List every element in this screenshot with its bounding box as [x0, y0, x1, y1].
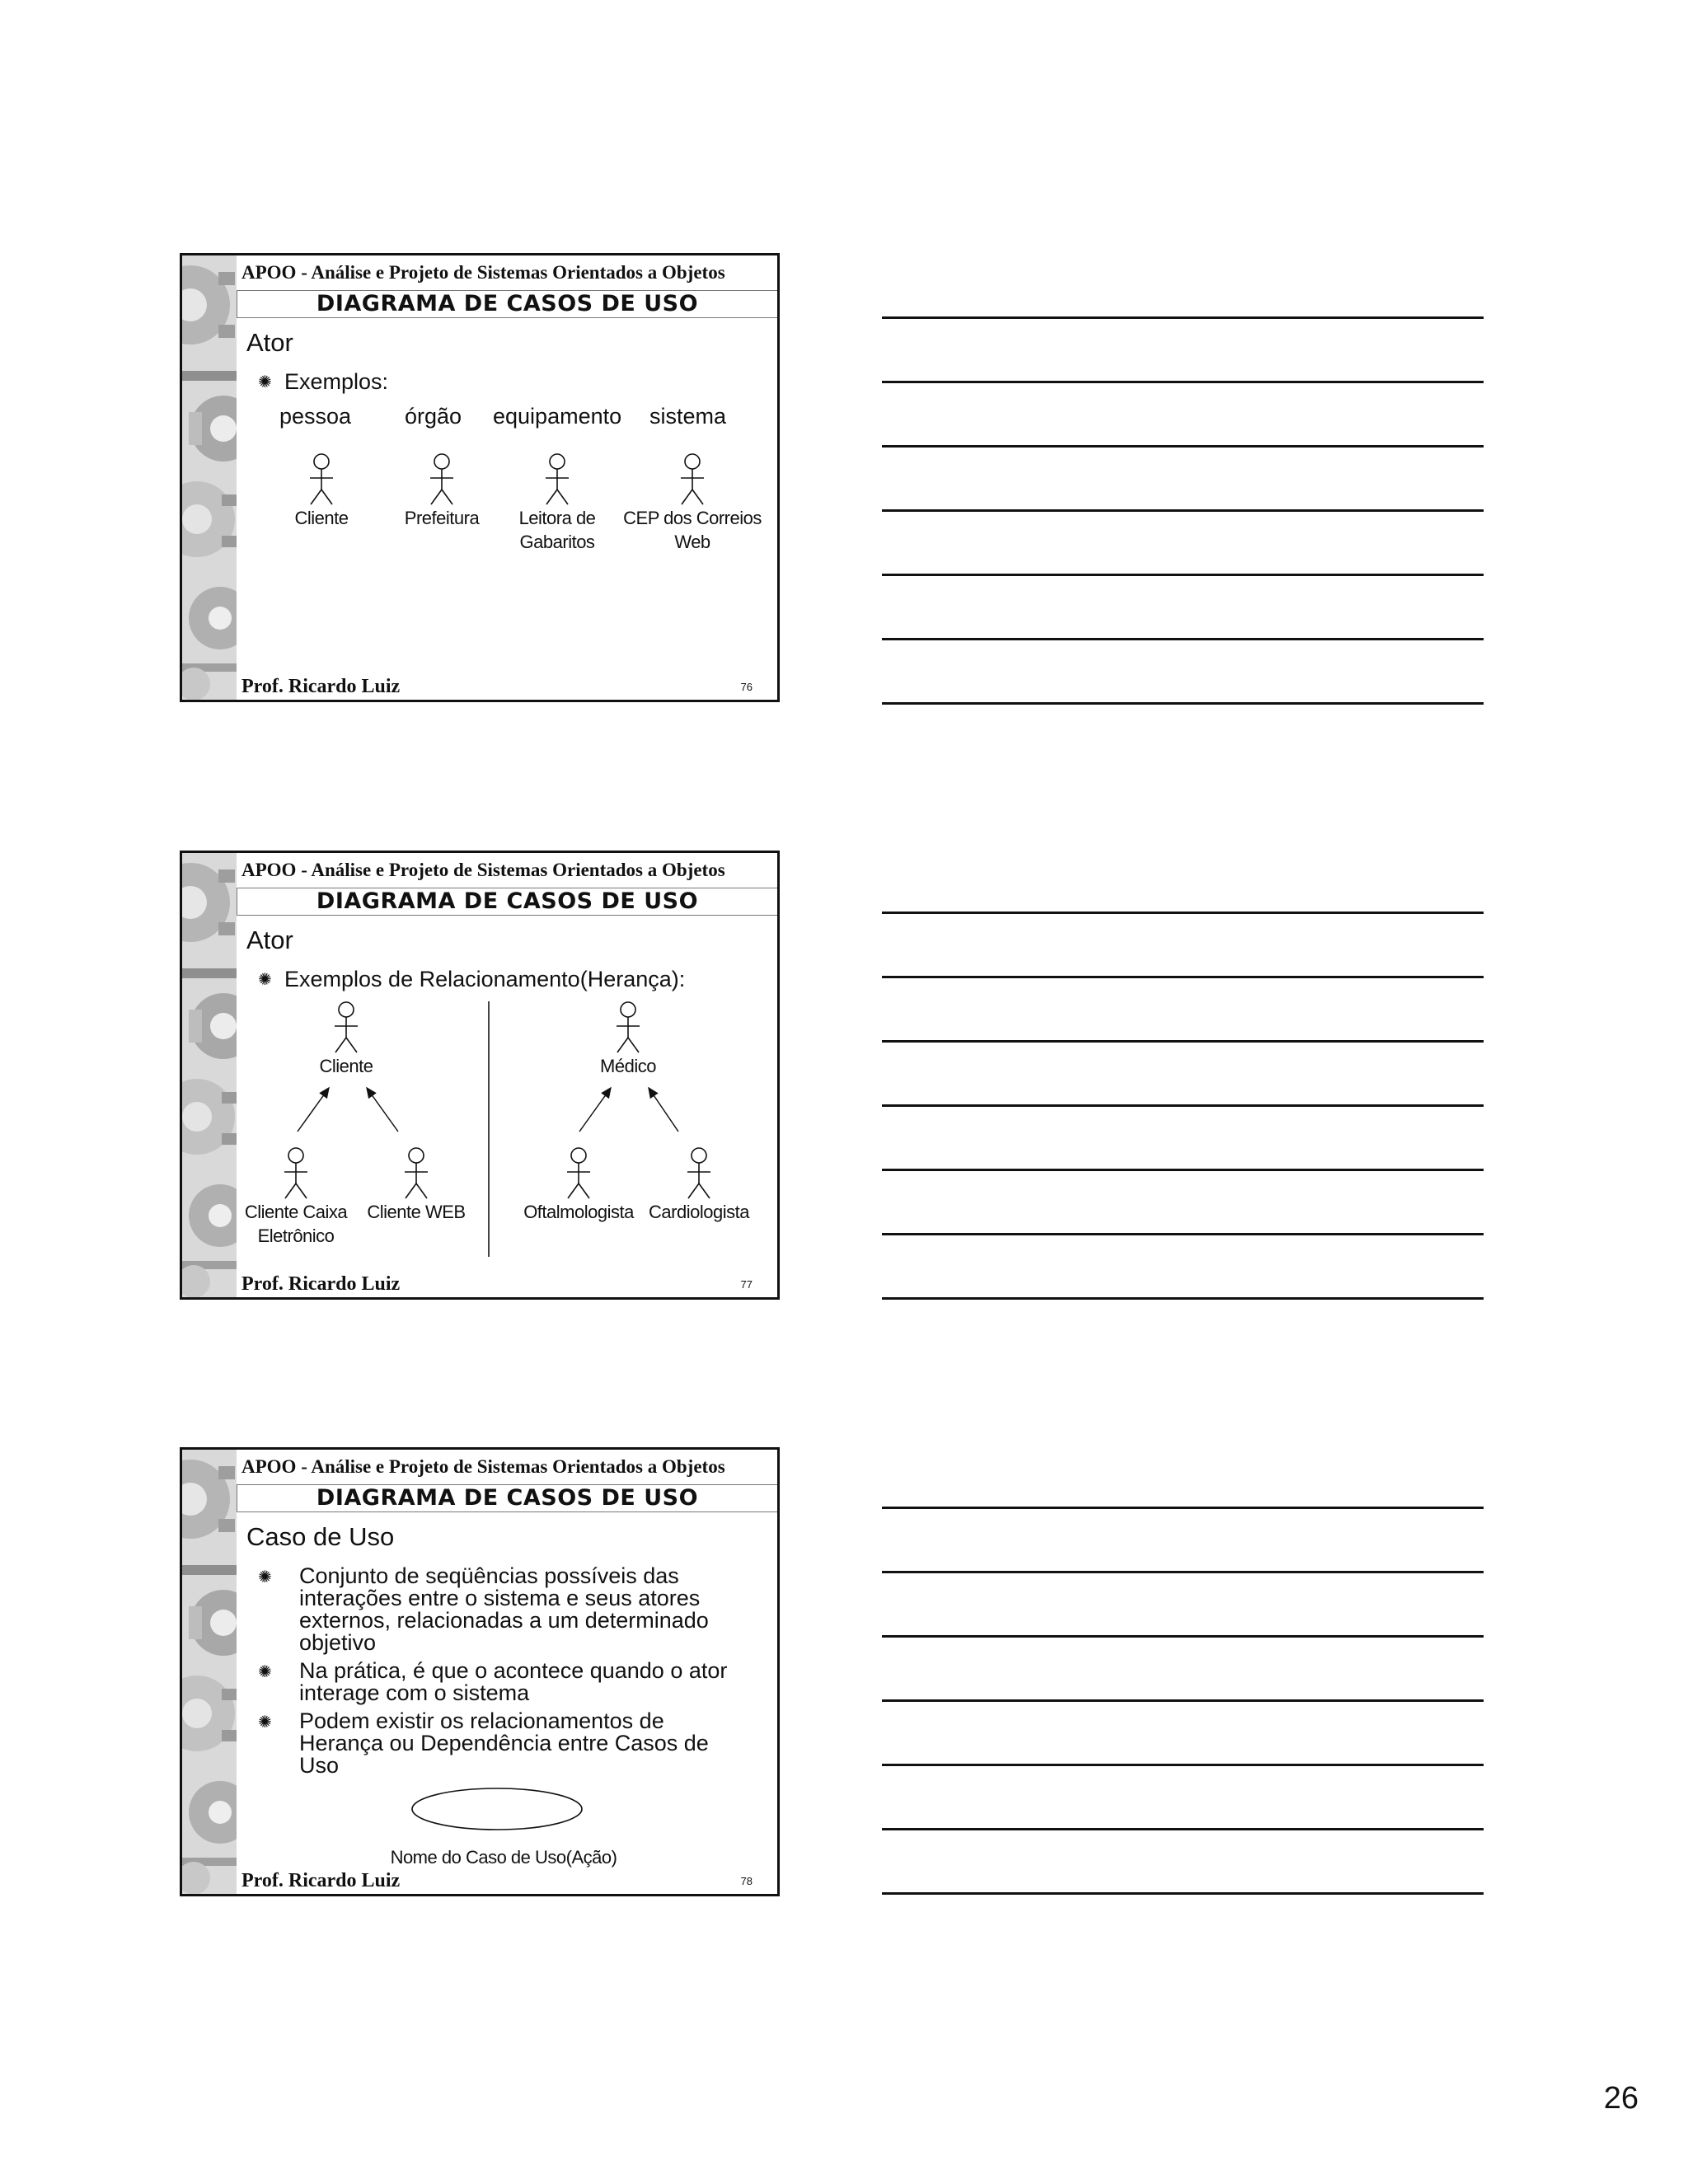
section-title: Ator [246, 926, 293, 954]
slide-77 [180, 851, 780, 1300]
note-line [882, 316, 1484, 319]
slide-76 [180, 253, 780, 702]
actor: Leitora de Gabaritos [491, 453, 623, 554]
note-line [882, 1507, 1484, 1509]
use-case-label: Nome do Caso de Uso(Ação) [390, 1847, 617, 1868]
bullet-icon: ✺ [258, 1663, 272, 1681]
note-line [882, 1764, 1484, 1766]
slide-header: DIAGRAMA DE CASOS DE USO [237, 888, 777, 916]
actor-icon [612, 1001, 645, 1054]
course-title: APOO - Análise e Projeto de Sistemas Orientados a Objetos [241, 262, 725, 283]
bullet-list [258, 1565, 761, 1783]
course-title: APOO - Análise e Projeto de Sistemas Orientados a Objetos [241, 1456, 725, 1477]
note-line [882, 445, 1484, 448]
gear-decoration [182, 1450, 237, 1894]
bullet-item: ✺ Conjunto de seqüências possíveis das interações entre o sistema e seus atores externos, relacionadas a um determinado objetivo [258, 1563, 709, 1655]
note-line [882, 1169, 1484, 1171]
actor-child: Cardiologista [633, 1147, 765, 1224]
section-title: Ator [246, 328, 293, 357]
slide-78 [180, 1447, 780, 1896]
category-label: pessoa [279, 404, 352, 429]
page-number: 26 [1603, 2081, 1639, 2116]
actor-parent: Médico [562, 1001, 694, 1078]
actor-icon [541, 453, 574, 506]
bullet-icon: ✺ [258, 1568, 272, 1586]
actor-child: Oftalmologista [513, 1147, 645, 1224]
note-line [882, 509, 1484, 512]
actor: CEP dos Correios Web [623, 453, 762, 554]
actor-icon [330, 1001, 363, 1054]
footer-author: Prof. Ricardo Luiz [241, 1870, 401, 1891]
note-line [882, 574, 1484, 576]
bullet-item: ✺ Na prática, é que o acontece quando o ator interage com o sistema [258, 1658, 728, 1705]
actor: Cliente [256, 453, 387, 530]
actor-icon [425, 453, 458, 506]
actor: Prefeitura [376, 453, 508, 530]
note-line [882, 1571, 1484, 1573]
category-label: sistema [649, 404, 727, 429]
note-line [882, 1104, 1484, 1107]
actor-icon [305, 453, 338, 506]
section-title: Caso de Uso [246, 1522, 395, 1551]
note-line [882, 381, 1484, 383]
actor-icon [676, 453, 709, 506]
footer-author: Prof. Ricardo Luiz [241, 1273, 401, 1295]
note-line [882, 1892, 1484, 1895]
note-line [882, 638, 1484, 640]
footer-author: Prof. Ricardo Luiz [241, 676, 401, 697]
slide-number: 77 [740, 1278, 753, 1291]
category-label: equipamento [493, 404, 622, 429]
actor-icon [279, 1147, 312, 1200]
bullet-item: ✺ Exemplos: [258, 369, 389, 394]
actor-parent: Cliente [280, 1001, 412, 1078]
slide-number: 78 [740, 1875, 753, 1887]
use-case-ellipse [409, 1786, 585, 1832]
bullet-item: ✺ Podem existir os relacionamentos de Herança ou Dependência entre Casos de Uso [258, 1708, 709, 1778]
bullet-icon: ✺ [258, 373, 272, 391]
note-line [882, 912, 1484, 914]
actor-icon [562, 1147, 595, 1200]
bullet-icon: ✺ [258, 1713, 272, 1732]
slide-header: DIAGRAMA DE CASOS DE USO [237, 1484, 777, 1512]
bullet-icon: ✺ [258, 971, 272, 989]
note-line [882, 1699, 1484, 1702]
note-line [882, 1297, 1484, 1300]
actor-child: Cliente WEB [350, 1147, 482, 1224]
slide-header: DIAGRAMA DE CASOS DE USO [237, 290, 777, 318]
note-line [882, 702, 1484, 705]
note-line [882, 1828, 1484, 1830]
bullet-item: ✺ Exemplos de Relacionamento(Herança): [258, 967, 686, 991]
actor-icon [400, 1147, 433, 1200]
category-label: órgão [405, 404, 462, 429]
actor-child: Cliente Caixa Eletrônico [230, 1147, 362, 1248]
course-title: APOO - Análise e Projeto de Sistemas Orientados a Objetos [241, 860, 725, 880]
actor-icon [682, 1147, 715, 1200]
slide-number: 76 [740, 681, 753, 693]
gear-decoration [182, 255, 237, 700]
note-line [882, 1233, 1484, 1235]
note-line [882, 976, 1484, 978]
note-line [882, 1635, 1484, 1638]
note-line [882, 1040, 1484, 1043]
